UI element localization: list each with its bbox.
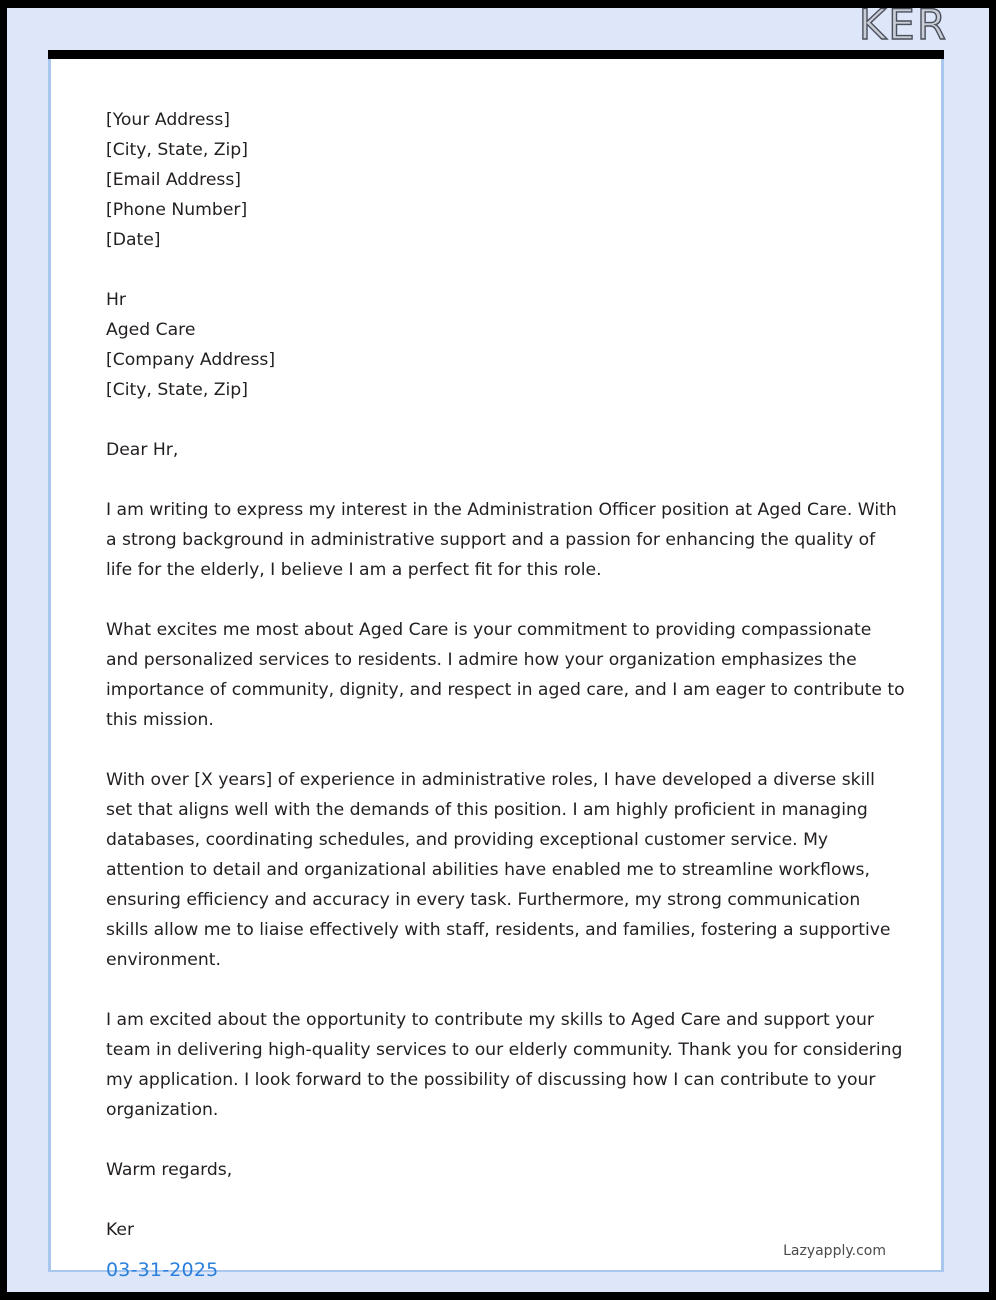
- recipient-line: Hr: [106, 290, 126, 310]
- recipient-line: [City, State, Zip]: [106, 380, 248, 400]
- body-paragraph: With over [X years] of experience in administrative roles, I have developed a diverse skill set that aligns well with the demands of this position. I am highly proficient in managing databases, coordinating schedules, and providing exceptional customer service. My attention to detail and organizational abilities have enabled me to streamline workflows, ensuring efficiency and accuracy in every task. Furthermore, my strong communication skills allow me to liaise effectively with staff, residents, and families, fostering a supportive environment.: [106, 770, 891, 970]
- letter-page: [48, 59, 944, 1272]
- document-canvas: [7, 8, 989, 1292]
- document-header: [7, 8, 989, 51]
- salutation: Dear Hr,: [106, 440, 179, 460]
- sender-line: [Your Address]: [106, 110, 231, 130]
- sender-address-block: [106, 105, 906, 255]
- closing-phrase: Warm regards,: [106, 1160, 233, 1180]
- sender-line: [Email Address]: [106, 170, 242, 190]
- body-paragraph: I am writing to express my interest in the Administration Officer position at Aged Care. With a strong background in administrative support and a passion for enhancing the quality of life for the elderly, I believe I am a perfect fit for this role.: [106, 500, 897, 580]
- footer-brand: Lazyapply.com: [783, 1243, 886, 1259]
- recipient-line: [Company Address]: [106, 350, 276, 370]
- recipient-line: Aged Care: [106, 320, 196, 340]
- sender-line: [Date]: [106, 230, 161, 250]
- letter-body: [106, 105, 906, 1275]
- body-paragraph: What excites me most about Aged Care is your commitment to providing compassionate and personalized services to residents. I admire how your organization emphasizes the importance of community, dignity, and respect in aged care, and I am eager to contribute to this mission.: [106, 620, 905, 730]
- date-stamp: 03-31-2025: [106, 1259, 219, 1281]
- body-paragraph: I am excited about the opportunity to contribute my skills to Aged Care and support your team in delivering high-quality services to our elderly community. Thank you for considering my application. I look forward to the possibility of discussing how I can contribute to your organization.: [106, 1010, 903, 1120]
- sender-line: [Phone Number]: [106, 200, 248, 220]
- header-rule: [48, 50, 944, 59]
- recipient-address-block: [106, 285, 906, 405]
- signature-name: Ker: [106, 1220, 135, 1240]
- sender-line: [City, State, Zip]: [106, 140, 248, 160]
- logo-wordmark: KER: [858, 8, 948, 49]
